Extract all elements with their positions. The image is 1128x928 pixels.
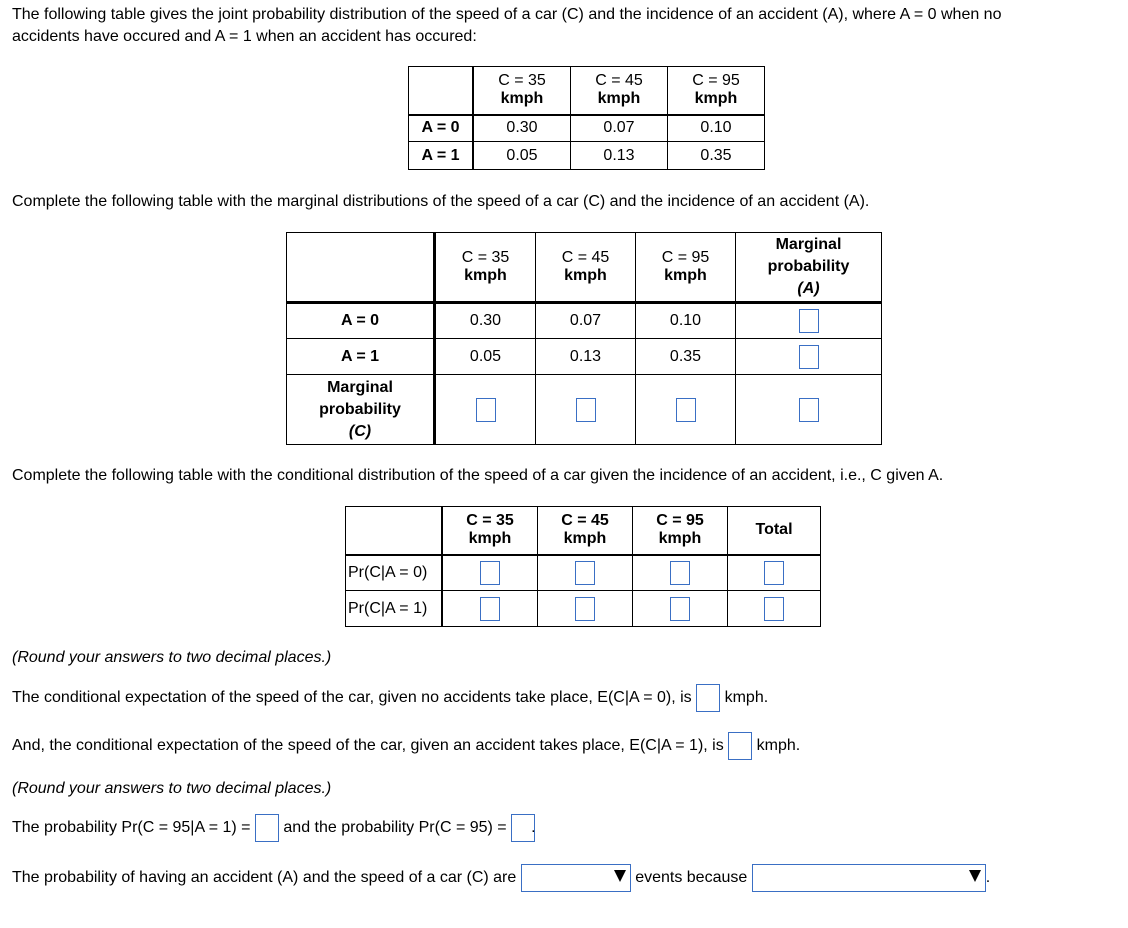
marginal-c95-input[interactable] xyxy=(676,398,696,422)
marginal-col-header: C = 35 kmph xyxy=(435,233,536,303)
prob-period: . xyxy=(531,819,536,837)
expectation-a1-unit: kmph. xyxy=(756,737,801,755)
conditional-row-label: Pr(C|A = 1) xyxy=(346,591,443,627)
joint-distribution-table xyxy=(408,66,765,170)
joint-cell: 0.10 xyxy=(668,115,765,142)
intro-line-2: accidents have occured and A = 1 when an accident has occured: xyxy=(12,28,477,45)
marginal-cell: 0.10 xyxy=(636,303,736,339)
cond-a1-c35-input[interactable] xyxy=(480,597,500,621)
marginal-prompt: Complete the following table with the marginal distributions of the speed of a car (C) and the incidence of an accident (A). xyxy=(12,193,870,210)
expectation-a1-text: And, the conditional expectation of the speed of the car, given an accident takes place, E(C|A = 1), is xyxy=(12,737,724,755)
marginal-c45-cell xyxy=(536,375,636,445)
joint-row-label: A = 0 xyxy=(409,115,474,142)
marginal-c-label: Marginal probability (C) xyxy=(287,375,435,445)
joint-cell: 0.35 xyxy=(668,142,765,170)
marginal-a1-input[interactable] xyxy=(799,345,819,369)
cond-a1-c95-input[interactable] xyxy=(670,597,690,621)
marginal-a-header: Marginal probability (A) xyxy=(736,233,882,303)
marginal-c35-input[interactable] xyxy=(476,398,496,422)
marginal-col-header: C = 45 kmph xyxy=(536,233,636,303)
marginal-total-input[interactable] xyxy=(799,398,819,422)
expectation-a1-input[interactable] xyxy=(728,732,752,760)
independence-select[interactable] xyxy=(521,864,631,892)
cond-a0-c35-cell xyxy=(442,555,538,591)
marginal-row-label: A = 1 xyxy=(287,339,435,375)
joint-row-label: A = 1 xyxy=(409,142,474,170)
expectation-a0-text: The conditional expectation of the speed of the car, given no accidents take place, E(C|A = 0), is xyxy=(12,689,692,707)
marginal-table xyxy=(286,232,882,445)
conditional-total-header: Total xyxy=(728,507,821,555)
expectation-a0-unit: kmph. xyxy=(724,689,769,707)
events-because-text: events because xyxy=(635,869,748,886)
marginal-a1-cell xyxy=(736,339,882,375)
reason-select[interactable] xyxy=(752,864,986,892)
intro-line-1: The following table gives the joint probability distribution of the speed of a car (C) and the incidence of an accident (A), where A = 0 when no xyxy=(12,6,1002,23)
cond-a1-c35-cell xyxy=(442,591,538,627)
prob-conditional-text: The probability Pr(C = 95|A = 1) = xyxy=(12,819,251,837)
conditional-col-header: C = 35 kmph xyxy=(442,507,538,555)
marginal-col-header: C = 95 kmph xyxy=(636,233,736,303)
conditional-table-corner xyxy=(346,507,443,555)
probability-line xyxy=(12,814,536,842)
cond-a0-c35-input[interactable] xyxy=(480,561,500,585)
cond-a0-total-input[interactable] xyxy=(764,561,784,585)
joint-cell: 0.13 xyxy=(571,142,668,170)
marginal-a0-input[interactable] xyxy=(799,309,819,333)
marginal-cell: 0.30 xyxy=(435,303,536,339)
joint-table-corner xyxy=(409,67,474,115)
conditional-table xyxy=(345,506,821,627)
conditional-col-header: C = 45 kmph xyxy=(538,507,633,555)
cond-a0-total-cell xyxy=(728,555,821,591)
round-note-1: (Round your answers to two decimal places.) xyxy=(12,649,332,666)
marginal-table-corner xyxy=(287,233,435,303)
cond-a1-c45-cell xyxy=(538,591,633,627)
marginal-cell: 0.05 xyxy=(435,339,536,375)
cond-a1-c95-cell xyxy=(633,591,728,627)
cond-a0-c45-input[interactable] xyxy=(575,561,595,585)
joint-col-header: C = 35 kmph xyxy=(473,67,571,115)
dropdown-arrow-icon xyxy=(969,870,981,882)
independence-text: The probability of having an accident (A) and the speed of a car (C) are xyxy=(12,869,517,886)
joint-col-header: C = 95 kmph xyxy=(668,67,765,115)
expectation-a1-line xyxy=(12,732,800,760)
marginal-cell: 0.07 xyxy=(536,303,636,339)
conditional-row-label: Pr(C|A = 0) xyxy=(346,555,443,591)
marginal-cell: 0.35 xyxy=(636,339,736,375)
expectation-a0-line xyxy=(12,684,768,712)
cond-a1-total-input[interactable] xyxy=(764,597,784,621)
joint-col-header: C = 45 kmph xyxy=(571,67,668,115)
marginal-c95-cell xyxy=(636,375,736,445)
joint-cell: 0.05 xyxy=(473,142,571,170)
independence-line xyxy=(12,863,990,893)
round-note-2: (Round your answers to two decimal places.) xyxy=(12,780,332,797)
marginal-cell: 0.13 xyxy=(536,339,636,375)
marginal-a0-cell xyxy=(736,303,882,339)
cond-a0-c95-input[interactable] xyxy=(670,561,690,585)
marginal-total-cell xyxy=(736,375,882,445)
joint-cell: 0.07 xyxy=(571,115,668,142)
joint-cell: 0.30 xyxy=(473,115,571,142)
marginal-row-label: A = 0 xyxy=(287,303,435,339)
conditional-col-header: C = 95 kmph xyxy=(633,507,728,555)
prob-conditional-input[interactable] xyxy=(255,814,279,842)
dropdown-arrow-icon xyxy=(614,870,626,882)
prob-marginal-text: and the probability Pr(C = 95) = xyxy=(283,819,507,837)
cond-a1-c45-input[interactable] xyxy=(575,597,595,621)
expectation-a0-input[interactable] xyxy=(696,684,720,712)
cond-a0-c45-cell xyxy=(538,555,633,591)
intro-text xyxy=(12,4,1001,48)
independence-period: . xyxy=(985,869,991,886)
cond-a1-total-cell xyxy=(728,591,821,627)
conditional-prompt: Complete the following table with the conditional distribution of the speed of a car given the incidence of an accident, i.e., C given A. xyxy=(12,467,944,484)
marginal-c45-input[interactable] xyxy=(576,398,596,422)
marginal-c35-cell xyxy=(435,375,536,445)
cond-a0-c95-cell xyxy=(633,555,728,591)
